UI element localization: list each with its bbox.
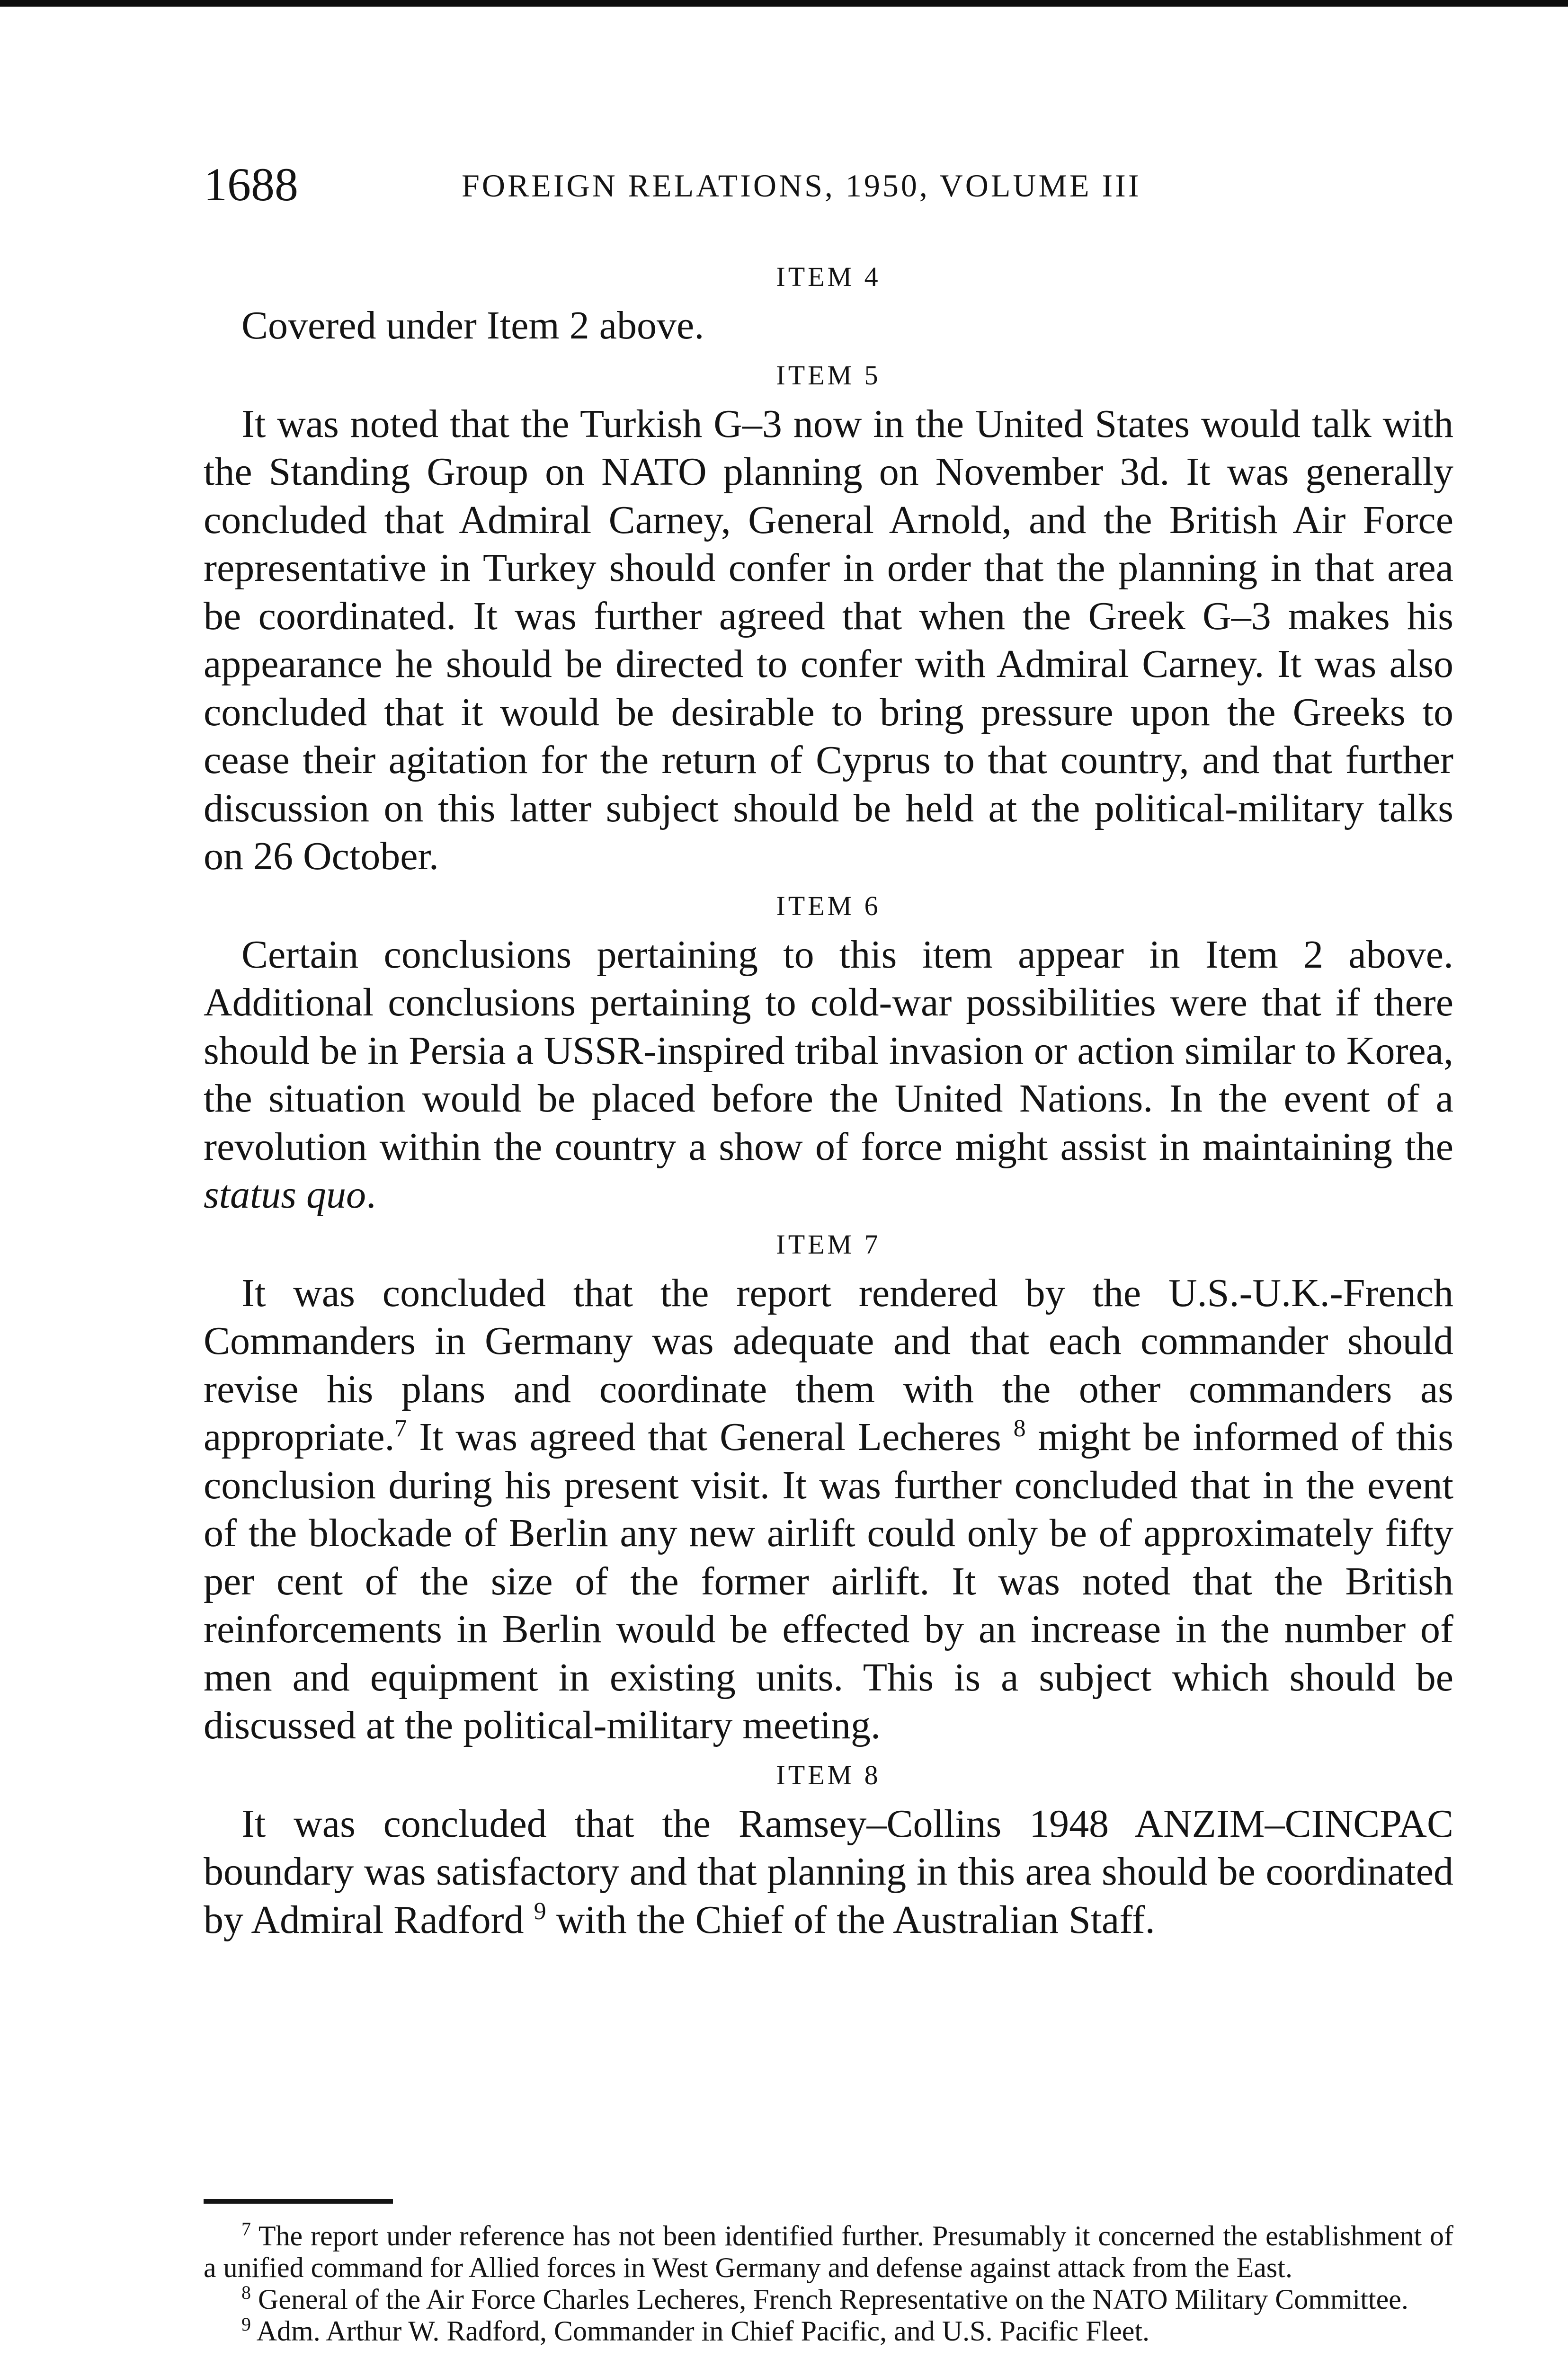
item-4-heading: ITEM 4 — [776, 261, 881, 292]
footnotes — [204, 2220, 1453, 2347]
item-6-end-punct: . — [366, 1173, 376, 1217]
item-5-section — [204, 356, 1453, 881]
item-8-text-part-2: with the Chief of the Australian Staff. — [546, 1897, 1155, 1942]
footnote-7-text: The report under reference has not been identified further. Presumably it concerned the establishment of a unified command for Allied forces in West Germany and defense against attack from the East. — [204, 2220, 1453, 2283]
footnote-8-marker: 8 — [241, 2282, 251, 2303]
item-8-paragraph — [204, 1800, 1453, 1944]
footnote-8-text: General of the Air Force Charles Lecheres, French Representative on the NATO Military Committee. — [251, 2284, 1408, 2315]
item-5-paragraph: It was noted that the Turkish G–3 now in the United States would talk with the Standing Group on NATO planning on November 3d. It was generally concluded that Admiral Carney, General Arnold, and the British Air Force representative in Turkey should confer in order that the planning in that area be coordinated. It was further agreed that when the Greek G–3 makes his appearance he should be directed to confer with Admiral Carney. It was also concluded that it would be desirable to bring pressure upon the Greeks to cease their agitation for the return of Cyprus to that country, and that further discussion on this latter subject should be held at the political-military talks on 26 October. — [204, 401, 1453, 878]
footnote-9-marker: 9 — [241, 2314, 251, 2335]
item-6-italic-phrase: status quo — [204, 1173, 366, 1217]
item-7-paragraph — [204, 1269, 1453, 1750]
item-6-heading: ITEM 6 — [776, 890, 881, 921]
footnote-7-marker: 7 — [241, 2218, 251, 2240]
footnote-ref-7[interactable]: 7 — [394, 1415, 407, 1442]
footnote-7 — [204, 2220, 1453, 2284]
footnote-9 — [204, 2315, 1453, 2347]
document-body — [204, 258, 1453, 1950]
footnote-separator — [204, 2199, 393, 2204]
item-8-heading: ITEM 8 — [776, 1759, 881, 1790]
item-8-section — [204, 1756, 1453, 1944]
footnote-ref-8[interactable]: 8 — [1013, 1415, 1026, 1442]
footnote-9-text: Adm. Arthur W. Radford, Commander in Chief Pacific, and U.S. Pacific Fleet. — [251, 2315, 1150, 2347]
page-header — [204, 156, 1453, 213]
item-4-paragraph: Covered under Item 2 above. — [241, 303, 704, 347]
item-7-text-part-3: might be informed of this conclusion during his present visit. It was further concluded that in the event of the blockade of Berlin any new airlift could only be of approximately fifty per cent of the size of the former airlift. It was noted that the British reinforcements in Berlin would be effected by an increase in the number of men and equipment in existing units. This is a subject which should be discussed at the political-military meeting. — [204, 1415, 1453, 1747]
running-title: FOREIGN RELATIONS, 1950, VOLUME III — [462, 168, 1141, 204]
footnote-ref-9[interactable]: 9 — [534, 1897, 546, 1925]
top-edge-rule — [0, 0, 1568, 7]
item-7-heading: ITEM 7 — [776, 1228, 881, 1260]
item-6-paragraph — [204, 931, 1453, 1219]
item-7-text-part-1: It was concluded that the report rendered by the U.S.-U.K.-French Commanders in Germany was adequate and that each commander should revise his plans and coordinate them with the other commanders as appropriate. — [204, 1271, 1453, 1459]
item-7-text-part-2: It was agreed that General Lecheres — [407, 1415, 1014, 1459]
footnote-8 — [204, 2284, 1453, 2315]
item-6-section — [204, 887, 1453, 1219]
item-6-text: Certain conclusions pertaining to this item appear in Item 2 above. Additional conclusions pertaining to cold-war possibilities were that if there should be in Persia a USSR-inspired tribal invasion or action similar to Korea, the situation would be placed before the United Nations. In the event of a revolution within the country a show of force might assist in maintaining the — [204, 932, 1453, 1169]
item-4-section — [204, 258, 1453, 350]
item-5-heading: ITEM 5 — [776, 359, 881, 391]
page-number: 1688 — [204, 158, 298, 211]
item-8-text-part-1: It was concluded that the Ramsey–Collins 1948 ANZIM–CINCPAC boundary was satisfactory and that planning in this area should be coordinated by Admiral Radford — [204, 1801, 1453, 1942]
item-7-section — [204, 1226, 1453, 1750]
